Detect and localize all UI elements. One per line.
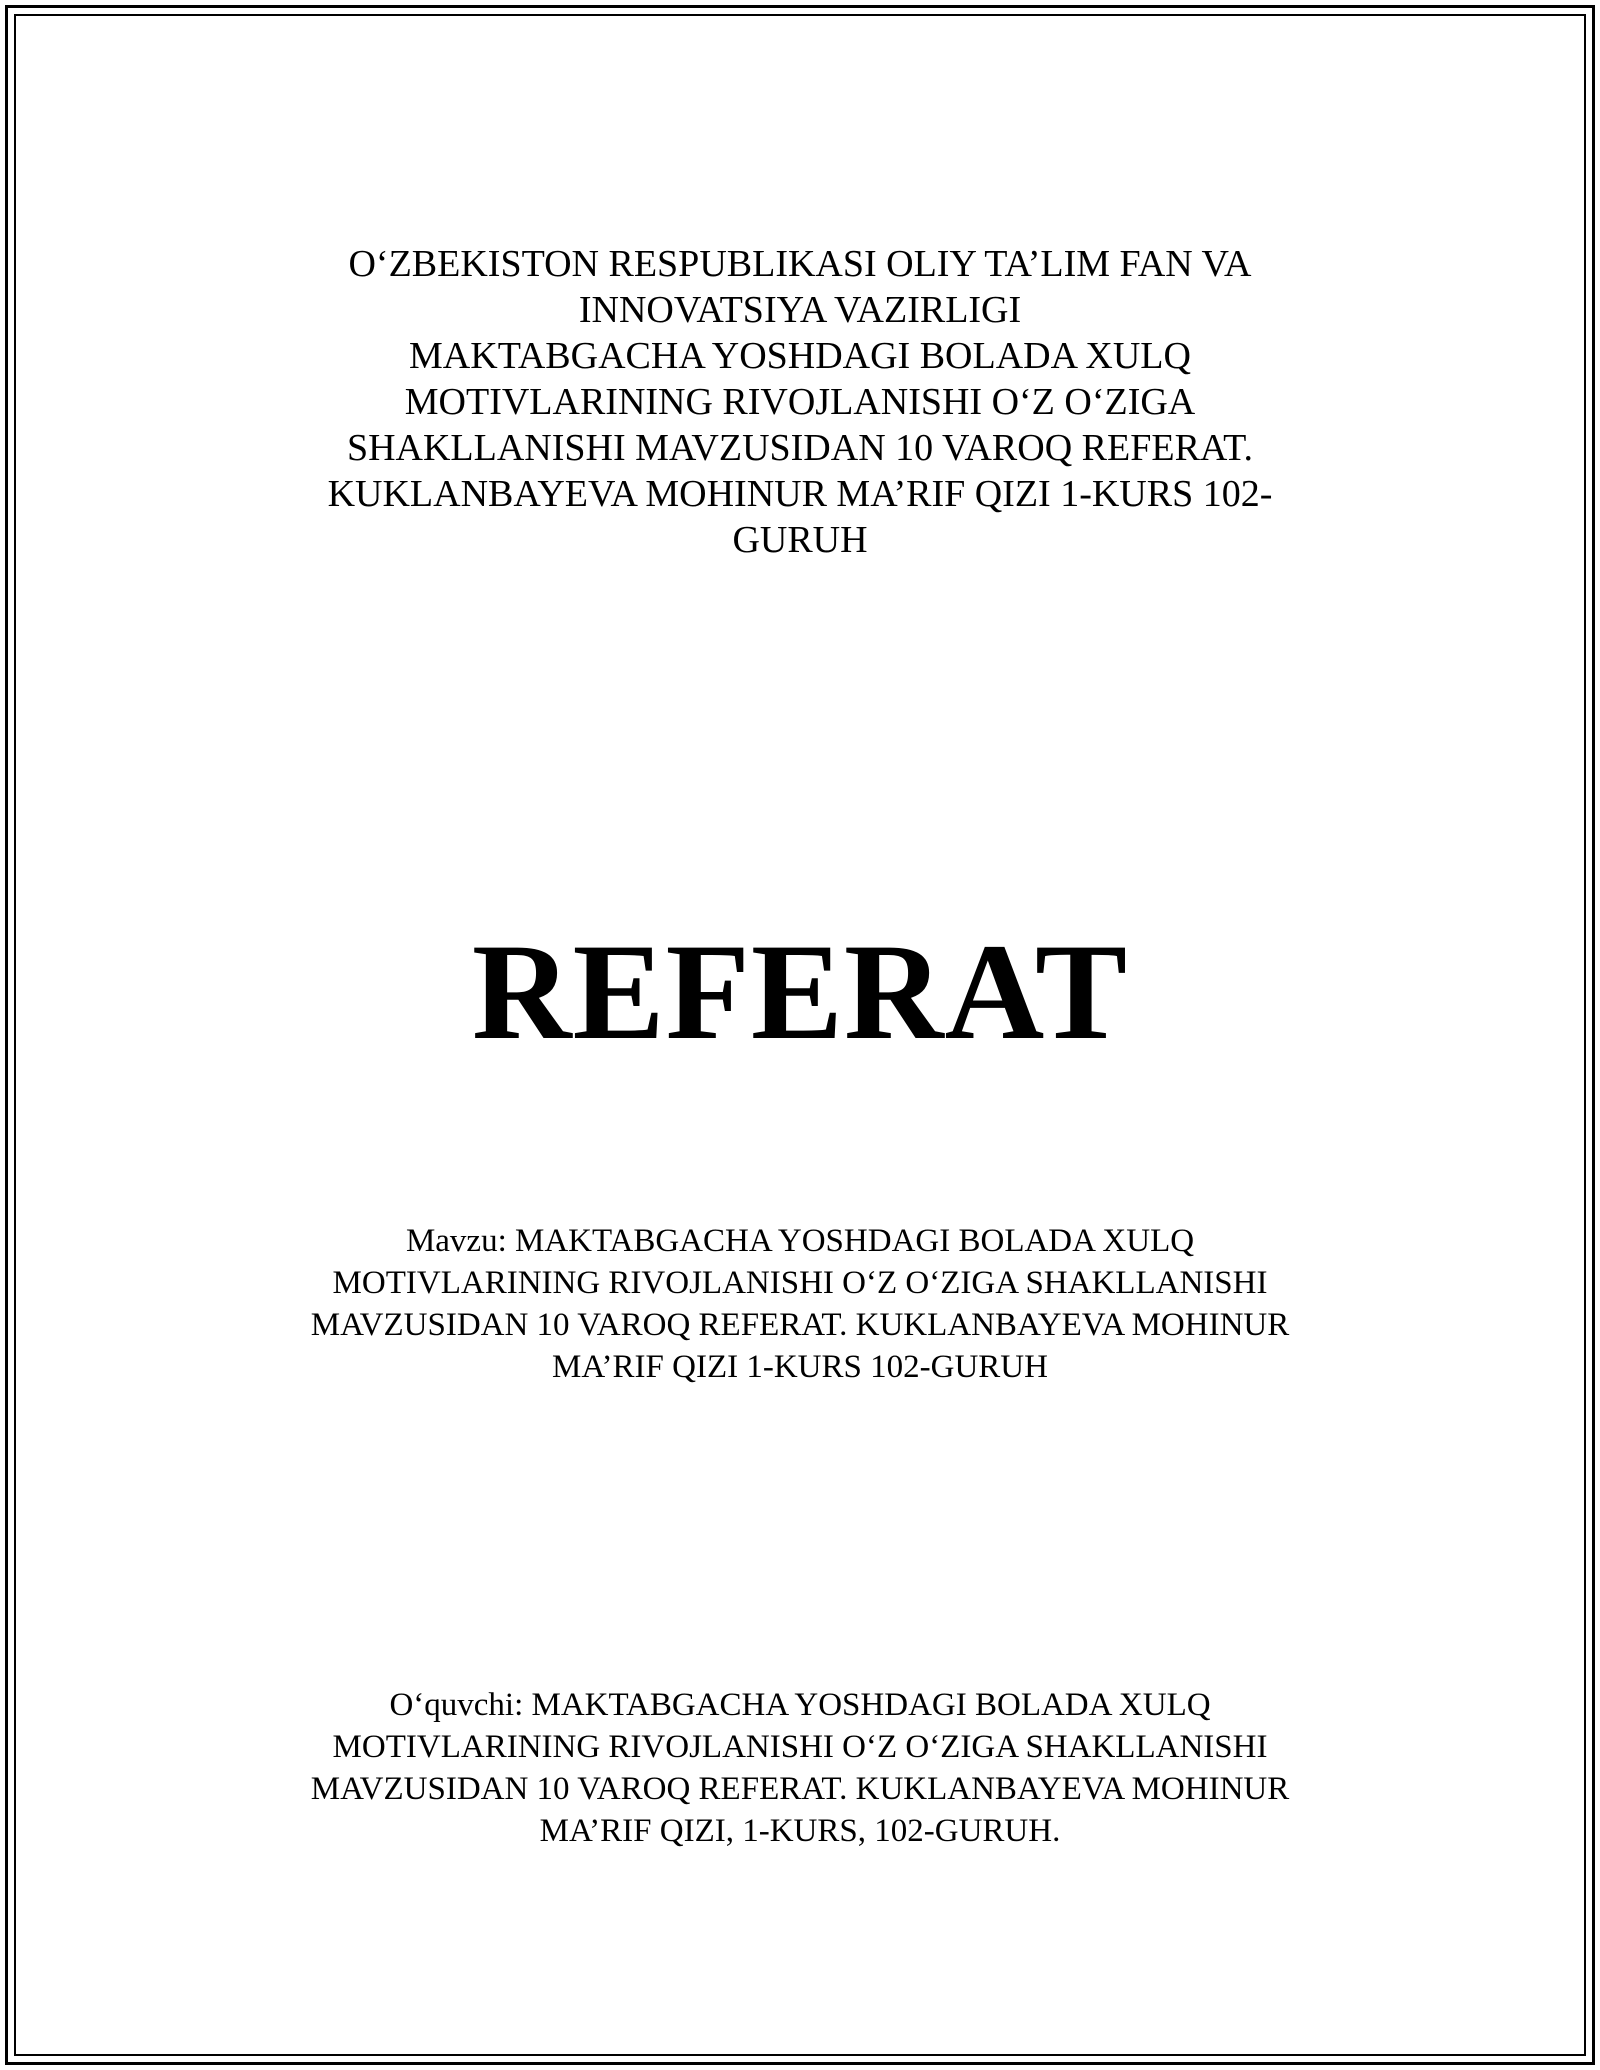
document-title-block — [0, 912, 1600, 1072]
topic-line: Mavzu: MAKTABGACHA YOSHDAGI BOLADA XULQ — [405, 1223, 1195, 1259]
topic-line: MA’RIF QIZI 1-KURS 102-GURUH — [552, 1349, 1048, 1385]
header-line: GURUH — [732, 519, 868, 561]
student-line: MAVZUSIDAN 10 VAROQ REFERAT. KUKLANBAYEVA MOHINUR — [310, 1771, 1290, 1807]
student-line: MA’RIF QIZI, 1-KURS, 102-GURUH. — [539, 1813, 1061, 1849]
student-line: O‘quvchi: MAKTABGACHA YOSHDAGI BOLADA XULQ — [389, 1687, 1211, 1723]
topic-line: MAVZUSIDAN 10 VAROQ REFERAT. KUKLANBAYEVA MOHINUR — [310, 1307, 1290, 1343]
document-title: REFERAT — [471, 915, 1129, 1068]
student-line: MOTIVLARINING RIVOJLANISHI O‘Z O‘ZIGA SHAKLLANISHI — [332, 1729, 1268, 1765]
ministry-header — [0, 241, 1600, 563]
header-line: INNOVATSIYA VAZIRLIGI — [578, 289, 1022, 331]
header-line: SHAKLLANISHI MAVZUSIDAN 10 VAROQ REFERAT. — [346, 427, 1254, 469]
student-section — [0, 1684, 1600, 1852]
header-line: O‘ZBEKISTON RESPUBLIKASI OLIY TA’LIM FAN VA — [348, 243, 1252, 285]
topic-section — [0, 1220, 1600, 1388]
header-line: MAKTABGACHA YOSHDAGI BOLADA XULQ — [409, 335, 1191, 377]
header-line: MOTIVLARINING RIVOJLANISHI O‘Z O‘ZIGA — [404, 381, 1196, 423]
header-line: KUKLANBAYEVA MOHINUR MA’RIF QIZI 1-KURS 102- — [327, 473, 1273, 515]
topic-line: MOTIVLARINING RIVOJLANISHI O‘Z O‘ZIGA SHAKLLANISHI — [332, 1265, 1268, 1301]
